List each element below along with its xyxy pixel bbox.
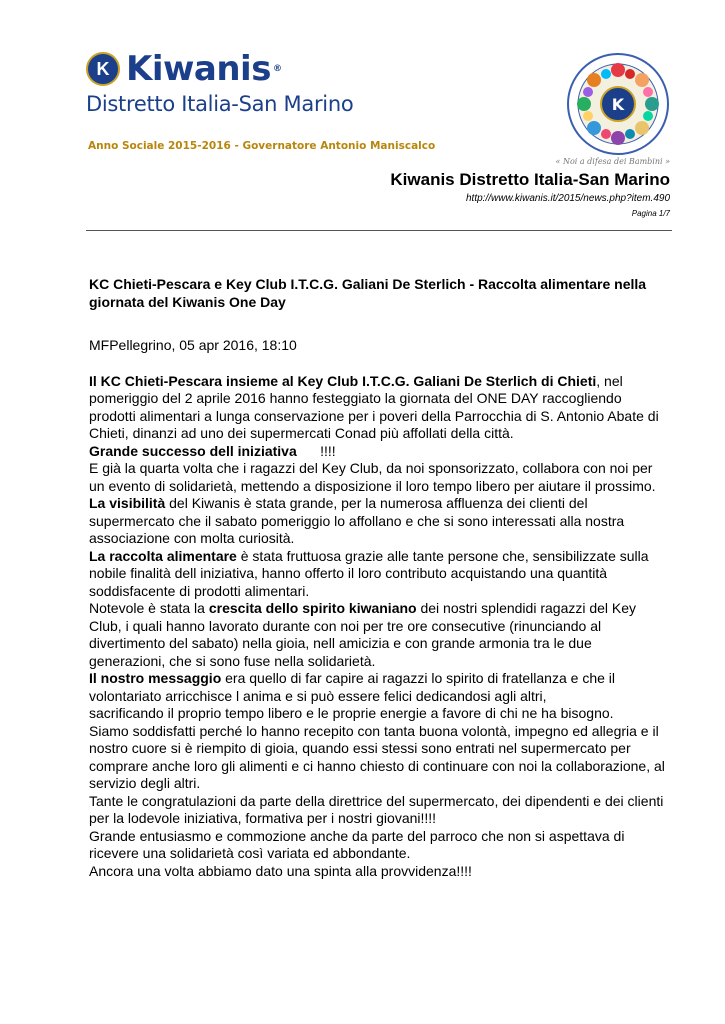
svg-text:K: K (611, 95, 625, 114)
paragraph-text: del Kiwanis è stata grande, per la numerosa affluenza dei clienti del supermercato che il sabato pomeriggio lo affollano e che si sono interessati alla nostra associazione con molta curiosità. (89, 495, 625, 546)
page-number: Pagina 1/7 (631, 209, 670, 218)
year-line: Anno Sociale 2015-2016 - Governatore Antonio Maniscalco (88, 140, 436, 152)
paragraph: Grande entusiasmo e commozione anche da parte del parroco che non si aspettava di ricevere una solidarietà così variata ed abbondante. (89, 827, 625, 861)
paragraph-bold: Il KC Chieti-Pescara insieme al Key Club I.T.C.G. Galiani De Sterlich di Chieti (89, 372, 597, 389)
paragraph-text: è stata fruttuosa grazie alle tante persone che, sensibilizzate sulla nobile finalità dell iniziativa, hanno offerto il loro contributo acquistando una quantità soddisfacente di prodotti alimentari. (89, 547, 649, 599)
children-seal-icon (566, 52, 670, 156)
paragraph: sacrificando il proprio tempo libero e le proprie energie a favore di chi ne ha bisogno. (89, 705, 614, 721)
paragraph-bold: La visibilità (89, 495, 166, 511)
paragraph-text: Notevole è stata la (89, 600, 209, 616)
paragraph-bold: La raccolta alimentare (89, 547, 237, 564)
paragraph: Siamo soddisfatti perché lo hanno recepito con tanta buona volontà, impegno ed allegria e il nostro cuore si è riempito di gioia, quando essi stessi sono entrati nel supermercato per comprare anche loro gli alimenti e ci hanno chiesto di continuare con noi la collaborazione, al servizio degli altri. (89, 722, 665, 791)
article-headline: KC Chieti-Pescara e Key Club I.T.C.G. Galiani De Sterlich - Raccolta alimentare nella giornata del Kiwanis One Day (89, 276, 647, 310)
article-byline: MFPellegrino, 05 apr 2016, 18:10 (89, 337, 297, 353)
header-url[interactable]: http://www.kiwanis.it/2015/news.php?item.490 (466, 193, 670, 204)
paragraph-bold: Il nostro messaggio (89, 670, 222, 686)
paragraph-bold: Grande successo dell iniziativa (89, 442, 297, 459)
article-body (89, 373, 669, 881)
paragraph: Ancora una volta abbiamo dato una spinta alla provvidenza!!!! (89, 862, 472, 879)
seal-caption: « Noi a difesa dei Bambini » (555, 157, 670, 166)
paragraph (89, 600, 669, 670)
paragraph: Tante le congratulazioni da parte della direttrice del supermercato, dei dipendenti e dei clienti per la lodevole iniziativa, formativa per i nostri giovani!!!! (89, 792, 664, 826)
paragraph (89, 443, 669, 461)
paragraph-bold: crescita dello spirito kiwaniano (208, 600, 417, 616)
paragraph-text: era quello di far capire ai ragazzi lo spirito di fratellanza e che il volontariato arricchisce l anima e si può essere felici dedicandosi agli altri, (89, 670, 616, 704)
brand-name: Kiwanis ® (126, 49, 282, 89)
header-title: Kiwanis Distretto Italia-San Marino (390, 170, 670, 189)
kiwanis-logo (86, 49, 354, 116)
paragraph (89, 495, 669, 548)
paragraph (89, 373, 669, 443)
paragraph (89, 670, 669, 705)
paragraph-text: !!!! (296, 442, 336, 459)
paragraph-text: , nel pomeriggio del 2 aprile 2016 hanno festeggiato la giornata del ONE DAY raccogliendo prodotti alimentari a lunga conservazione per i poveri della Parrocchia di S. Antonio Abate di Chieti, dinanzi ad uno dei supermercati Conad più affollati della città. (89, 372, 659, 441)
kiwanis-emblem-icon: K (86, 52, 120, 86)
district-title: Distretto Italia-San Marino (86, 92, 354, 116)
article (89, 276, 669, 880)
paragraph: E già la quarta volta che i ragazzi del Key Club, da noi sponsorizzato, collabora con noi per un evento di solidarietà, mettendo a disposizione il loro tempo libero per aiutare il prossimo. (89, 460, 656, 494)
paragraph (89, 548, 669, 601)
paragraph-text: dei nostri splendidi ragazzi del Key Club, i quali hanno lavorato durante con noi per tre ore consecutive (rinunciando al divertimento del sabato) nella gioia, nell amicizia e con grande armonia tra le due generazioni, che si sono fuse nella solidarietà. (89, 600, 637, 669)
header-divider (86, 230, 672, 231)
